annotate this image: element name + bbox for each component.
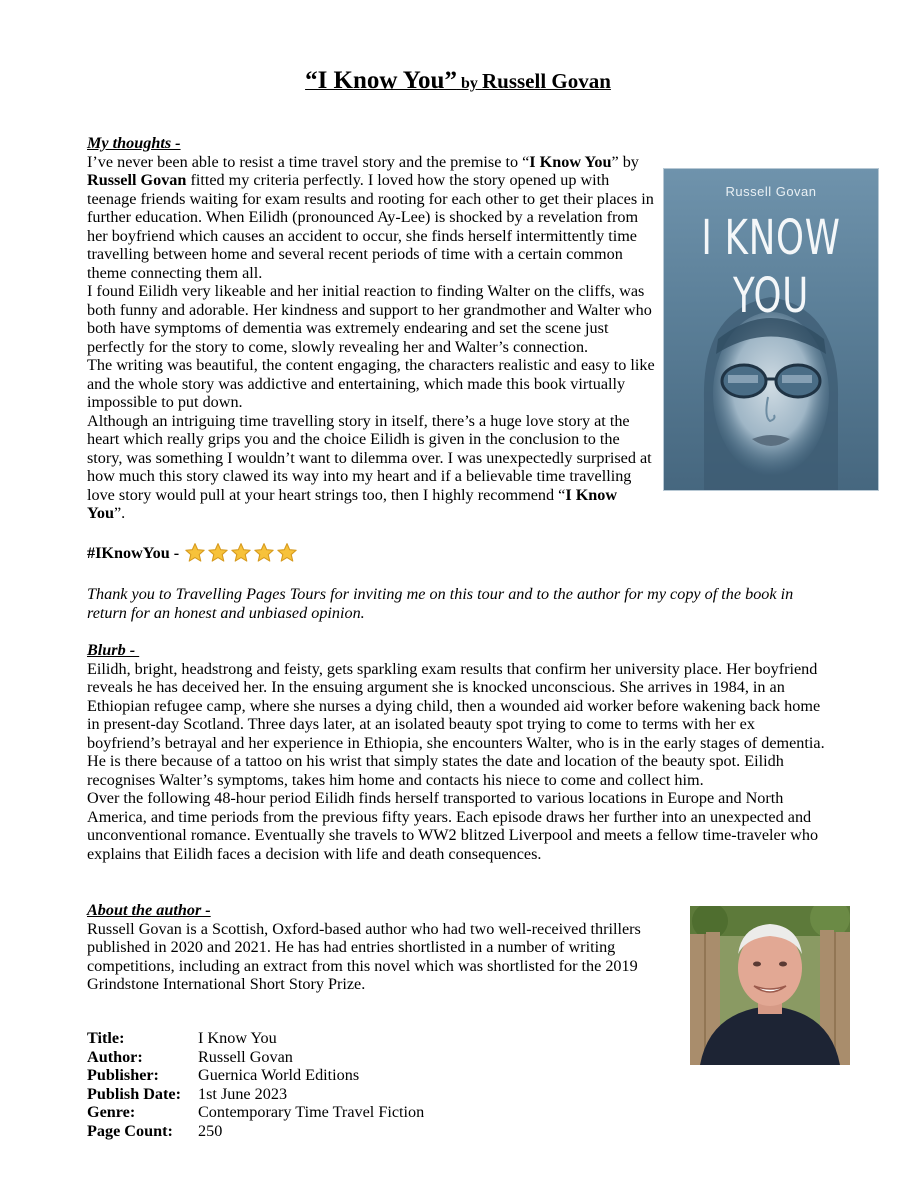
thanks-note: Thank you to Travelling Pages Tours for inviting me on this tour and to the author for my copy of the book in return for an honest and unbiased opinion. [87,585,794,622]
thoughts-text: fitted my criteria perfectly. I loved how the story opened up with teenage friends waiting for exam results and rooting for each other to get their places in further education. When Eilidh (pronounced Ay-Lee) is shocked by a revelation from her boyfriend which causes an accident to occur, she finds herself intermittently time travelling between home and several recent periods of time with a certain common theme connecting them all. [87,171,654,282]
details-value: 1st June 2023 [198,1084,288,1103]
title-by: by [461,75,478,92]
author-name-bold: Russell Govan [87,171,187,189]
details-row [87,1085,424,1104]
thoughts-heading: My thoughts - [87,134,181,152]
star-rating [184,542,299,564]
blurb-paragraph-2: Over the following 48-hour period Eilidh finds herself transported to various locations in Europe and North America, and time periods from the previous fifty years. Each episode draws her further into an unexpected and unconventional romance. Eventually she travels to WW2 blitzed Liverpool and meets a fellow time-traveler who explains that Eilidh faces a decision with life and death consequences. [87,789,819,863]
author-photo [690,906,850,1065]
details-table [87,1029,424,1140]
thoughts-section [87,134,657,523]
about-section [87,901,677,994]
blurb-paragraph-1: Eilidh, bright, headstrong and feisty, gets sparkling exam results that confirm her university place. Her boyfriend reveals he has deceived her. In the ensuing argument she is knocked unconscious. She arrives in 1984, in an Ethiopian refugee camp, where she nurses a dying child, then a wounded aid worker before wakening back home in present-day Scotland. Three days later, at an isolated beauty spot trying to come to terms with her ex boyfriend’s betrayal and her experience in Ethiopia, she encounters Walter, who is in the early stages of dementia. He is there because of a tattoo on his wrist that simply states the date and location of the beauty spot. Eilidh recognises Walter’s symptoms, takes him home and contacts his niece to come and collect him. [87,659,825,789]
details-label: Page Count: [87,1121,173,1140]
details-value: Contemporary Time Travel Fiction [198,1103,425,1121]
cover-title: I KNOW YOU [701,210,841,324]
details-label: Genre: [87,1103,136,1121]
details-label: Publisher: [87,1066,159,1084]
book-title-bold: I Know You [529,152,612,171]
about-heading: About the author - [87,901,211,919]
hashtag: #IKnowYou - [87,543,180,562]
book-cover-image [663,168,879,491]
star-icon [253,542,275,564]
details-label: Publish Date: [87,1084,181,1103]
book-details [87,1029,424,1140]
thoughts-text: ”. [114,504,126,522]
thoughts-text: Although an intriguing time travelling story in itself, there’s a huge love story at the heart which really grips you and the choice Eilidh is given in the conclusion to the story, was something I wouldn’t want to dilemma over. I was unexpectedly surprised at how much this story clawed its way into my heart and if a believable time travelling love story would pull at your heart strings too, then I highly recommend “ [87,411,652,504]
details-row [87,1122,424,1141]
details-value: Russell Govan [198,1047,293,1066]
thoughts-text: I’ve never been able to resist a time travel story and the premise to “ [87,152,530,171]
page-title [0,66,916,99]
title-book: “I Know You” [305,67,457,94]
details-row [87,1066,424,1085]
details-row [87,1103,424,1122]
star-icon [276,542,298,564]
about-text: Russell Govan is a Scottish, Oxford-based author who had two well-received thrillers published in 2020 and 2021. He has had entries shortlisted in a number of writing competitions, including an extract from this novel which was shortlisted for the 2019 Grindstone International Short Story Prize. [87,919,641,993]
star-icon [207,542,229,564]
title-author: Russell Govan [481,69,611,93]
thoughts-paragraph-1 [87,153,657,283]
star-icon [184,542,206,564]
details-row [87,1048,424,1067]
thoughts-text: ” by [611,152,639,171]
details-value: I Know You [198,1029,277,1047]
blurb-heading: Blurb - [87,641,140,659]
details-value: Guernica World Editions [198,1066,360,1084]
details-row [87,1029,424,1048]
thoughts-paragraph-2: I found Eilidh very likeable and her initial reaction to finding Walter on the cliffs, was both funny and adorable. Her kindness and support to her grandmother and Walter who both have symptoms of dementia was extremely endearing and set the scene just perfectly for the story to come, slowly revealing her and Walter’s connection. [87,282,652,356]
details-label: Title: [87,1029,125,1047]
rating-line [87,542,299,564]
thoughts-paragraph-3: The writing was beautiful, the content engaging, the characters realistic and easy to like and the whole story was addictive and entertaining, which made this book virtually impossible to put down. [87,356,655,411]
star-icon [230,542,252,564]
cover-author: Russell Govan [725,184,817,199]
details-label: Author: [87,1047,143,1066]
blurb-section [87,641,832,863]
book-title-bold: I Know You [87,485,618,522]
thoughts-paragraph-4 [87,412,657,523]
details-value: 250 [198,1121,223,1140]
